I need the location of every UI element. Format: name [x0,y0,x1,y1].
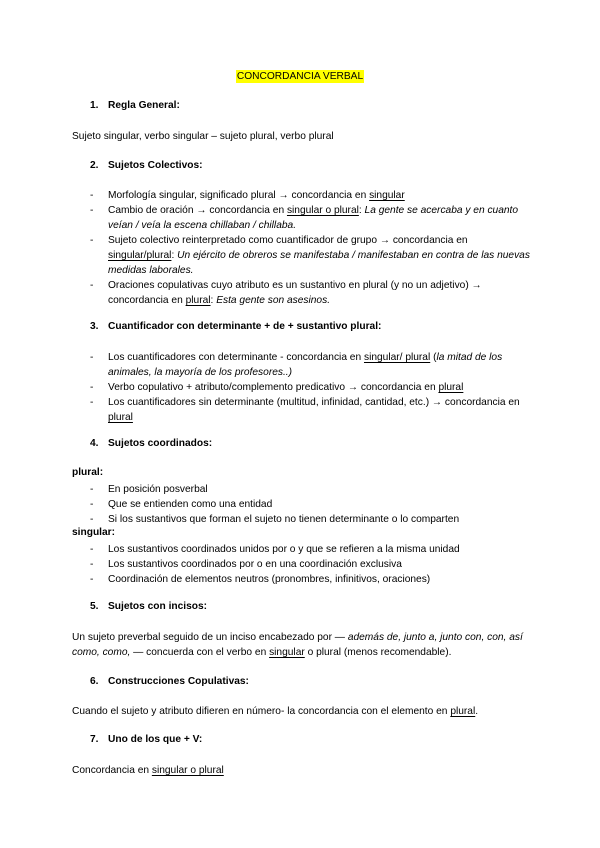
section-5-text: Un sujeto preverbal seguido de un inciso encabezado por — además de, junto a, junto con, con, así como, como, — concuerda con el verbo en singular o plural (menos recomendable). [72,632,523,658]
section-3-list [90,350,530,425]
document-title: CONCORDANCIA VERBAL [236,71,364,82]
section-title: Sujetos con incisos: [108,601,208,612]
section-3-heading [90,321,381,332]
title-container [0,71,600,82]
section-number: 2. [90,160,99,171]
singular-label: singular: [72,527,116,538]
list-item: - Cambio de oración → concordancia en singular o plural: La gente se acercaba y en cuanto veían / veía la escena chillaban / chillaba. [90,203,530,233]
list-item: - Los cuantificadores sin determinante (multitud, infinidad, cantidad, etc.) → concordancia en plural [90,395,530,425]
section-number: 7. [90,734,99,745]
list-item: - Los cuantificadores con determinante - concordancia en singular/ plural (la mitad de los animales, la mayoría de los profesores..) [90,350,530,380]
section-title: Sujetos Colectivos: [108,160,203,171]
section-number: 4. [90,438,99,449]
section-1-text: Sujeto singular, verbo singular – sujeto plural, verbo plural [72,131,334,142]
section-number: 6. [90,676,99,687]
singular-list [90,542,530,587]
section-title: Regla General: [108,100,180,111]
list-item: - Si los sustantivos que forman el sujeto no tienen determinante o lo comparten [90,512,530,527]
section-2-list [90,188,530,308]
plural-label: plural: [72,467,104,478]
section-title: Uno de los que + V: [108,734,203,745]
section-6-text: Cuando el sujeto y atributo difieren en número- la concordancia con el elemento en plural. [72,706,479,717]
section-2-heading [90,160,203,171]
section-7-heading [90,734,202,745]
list-item: - Coordinación de elementos neutros (pronombres, infinitivos, oraciones) [90,572,530,587]
list-item: - Los sustantivos coordinados unidos por o y que se refieren a la misma unidad [90,542,530,557]
list-item: - Que se entienden como una entidad [90,497,530,512]
section-1-heading [90,100,180,111]
section-6-heading [90,676,249,687]
section-7-text: Concordancia en singular o plural [72,765,224,776]
list-item: - Morfología singular, significado plural → concordancia en singular [90,188,530,203]
section-4-heading [90,438,212,449]
list-item: - Sujeto colectivo reinterpretado como cuantificador de grupo → concordancia en singular/plural: Un ejército de obreros se manifestaba / manifestaban en contra de las nuevas medidas laborales. [90,233,530,278]
list-item: - Verbo copulativo + atributo/complemento predicativo → concordancia en plural [90,380,530,395]
section-title: Construcciones Copulativas: [108,676,249,687]
list-item: - Oraciones copulativas cuyo atributo es un sustantivo en plural (y no un adjetivo) → concordancia en plural: Esta gente son asesinos. [90,278,530,308]
section-number: 3. [90,321,99,332]
section-number: 5. [90,601,99,612]
section-title: Cuantificador con determinante + de + sustantivo plural: [108,321,382,332]
plural-list [90,482,530,527]
list-item: - En posición posverbal [90,482,530,497]
section-5-heading [90,601,207,612]
section-number: 1. [90,100,99,111]
section-title: Sujetos coordinados: [108,438,213,449]
list-item: - Los sustantivos coordinados por o en una coordinación exclusiva [90,557,530,572]
